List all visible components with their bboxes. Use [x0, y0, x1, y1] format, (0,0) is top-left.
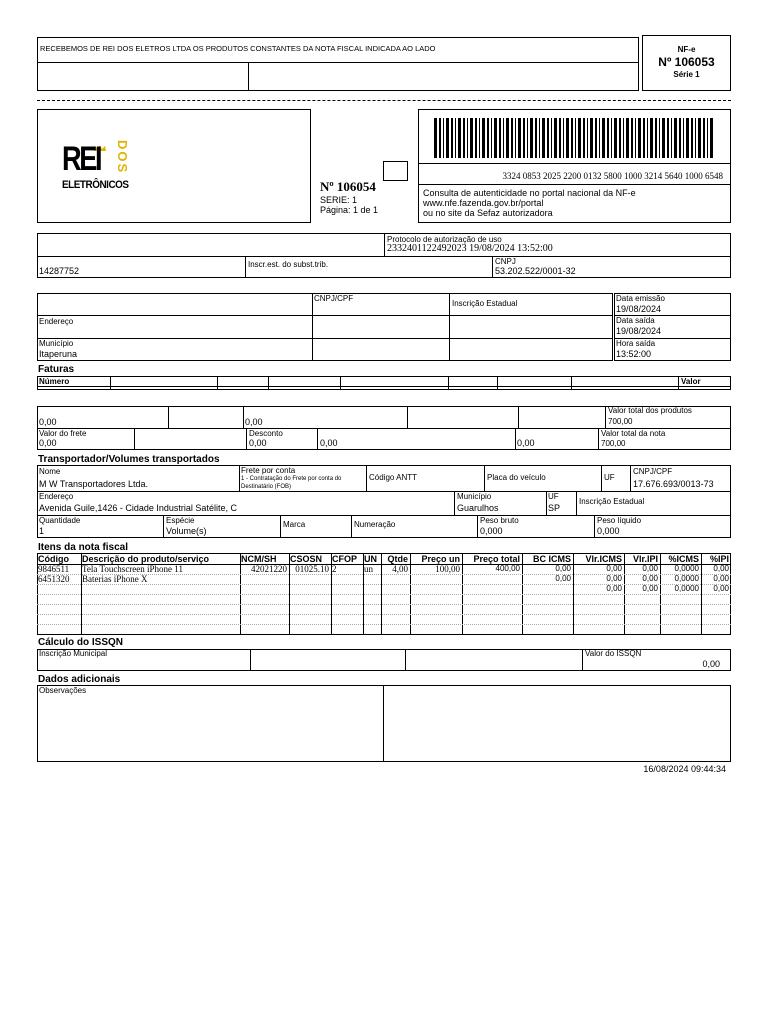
itens-title: Itens da nota fiscal: [38, 542, 129, 553]
barcode-bar: [659, 118, 660, 158]
itens-cell-pct-icms: 0,0000: [674, 564, 699, 573]
itens-cell-pct-icms: 0,0000: [674, 584, 699, 593]
barcode-bar: [479, 118, 480, 158]
emitente-cnpj-label: CNPJ: [495, 257, 516, 266]
barcode-bar: [530, 118, 533, 158]
adicionais-vdiv: [383, 685, 384, 762]
barcode-bar: [611, 118, 612, 158]
barcode-bar: [527, 118, 528, 158]
barcode-bar: [674, 118, 677, 158]
fat-vdiv-1: [110, 376, 111, 390]
transp-r2-vdiv-1: [454, 491, 455, 515]
transp-peso-bruto-label: Peso bruto: [480, 516, 519, 525]
chave-divider: [418, 184, 731, 185]
dest-row-div-2: [37, 338, 613, 339]
barcode-bar: [698, 118, 701, 158]
barcode-bar: [703, 118, 705, 158]
totais-v1: 0,00: [39, 417, 57, 427]
transp-endereco-value: Avenida Guile,1426 - Cidade Industrial Satélite, C: [39, 503, 237, 513]
itens-cell-descricao: Tela Touchscreen iPhone 11: [82, 564, 183, 574]
transp-r2-vdiv-2: [546, 491, 547, 515]
faturas-valor-label: Valor: [681, 377, 701, 386]
logo-sub-text: ELETRÔNICOS: [62, 179, 129, 191]
itens-cell-descricao: Baterias iPhone X: [82, 574, 148, 584]
transp-r3-vdiv-1: [163, 515, 164, 538]
transp-frete-label: Frete por conta: [241, 466, 296, 475]
dest-cnpj-label: CNPJ/CPF: [314, 294, 354, 303]
tot-r1-vdiv-5: [605, 406, 606, 428]
barcode-bar: [494, 118, 497, 158]
transp-antt-label: Código ANTT: [369, 473, 418, 482]
dest-vdiv-1: [312, 293, 313, 361]
transp-uf2-label: UF: [548, 492, 559, 501]
transp-marca-label: Marca: [283, 520, 306, 529]
itens-header-un: UN: [364, 554, 377, 564]
canhoto-vdivider: [248, 62, 249, 91]
itens-header-bc-icms: BC ICMS: [533, 554, 571, 564]
barcode-bar: [679, 118, 681, 158]
itens-header-csosn: CSOSN: [290, 554, 323, 564]
fat-vdiv-6: [497, 376, 498, 390]
transp-placa-label: Placa do veículo: [487, 473, 546, 482]
data-emissao-label: Data emissão: [616, 294, 665, 303]
issqn-vdiv-2: [405, 649, 406, 671]
itens-cell-csosn: 01025.10: [295, 564, 329, 574]
itens-header-ncm: NCM/SH: [241, 554, 277, 564]
canhoto-nfe-serie: Série 1: [673, 70, 700, 79]
canhoto-nfe-label: NF-e: [677, 45, 696, 54]
itens-header-codigo: Código: [38, 554, 69, 564]
observacoes-label: Observações: [39, 686, 87, 695]
fat-vdiv-8: [678, 376, 679, 390]
tot-r1-vdiv-2: [243, 406, 244, 428]
tot-r2-vdiv-5: [598, 428, 599, 450]
adicionais-title: Dados adicionais: [38, 674, 121, 685]
barcode-bar: [631, 118, 633, 158]
barcode-bar: [455, 118, 456, 158]
ie-vdivider-1: [245, 256, 246, 278]
itens-cell-vlr-icms: 0,00: [606, 584, 622, 593]
tot-r1-vdiv-3: [407, 406, 408, 428]
barcode-bar: [491, 118, 492, 158]
transp-r1-vdiv-1: [239, 465, 240, 491]
itens-cell-vlr-ipi: 0,00: [642, 584, 658, 593]
itens-header-descricao: Descrição do produto/serviço: [82, 554, 210, 564]
consulta-line-2: www.nfe.fazenda.gov.br/portal: [423, 198, 544, 208]
fat-vdiv-3: [268, 376, 269, 390]
transp-endereco-label: Endereço: [39, 492, 74, 501]
data-emissao-value: 19/08/2024: [616, 304, 662, 314]
tot-r2-vdiv-1: [134, 428, 135, 450]
barcode-bar: [643, 118, 645, 158]
barcode-bar: [559, 118, 561, 158]
itens-cell-cfop: 2: [332, 564, 337, 574]
transp-cnpj-value: 17.676.693/0013-73: [633, 479, 714, 489]
barcode-bar: [707, 118, 708, 158]
logo-dos-text: DOS: [115, 140, 130, 175]
issqn-im-label: Inscrição Municipal: [39, 649, 108, 658]
itens-header-cfop: CFOP: [332, 554, 358, 564]
itens-header-vlr-icms: Vlr.ICMS: [585, 554, 622, 564]
itens-row-separator: [37, 594, 731, 595]
transp-r3-vdiv-4: [477, 515, 478, 538]
itens-cell-preco-total: 400,00: [495, 564, 520, 573]
issqn-valor-value: 0,00: [702, 659, 720, 669]
transp-especie-label: Espécie: [166, 516, 195, 525]
barcode-bar: [566, 118, 569, 158]
itens-cell-bc-icms: 0,00: [555, 564, 571, 573]
transp-div-1: [37, 491, 731, 492]
hora-saida-value: 13:52:00: [616, 349, 652, 359]
dest-municipio-label: Município: [39, 339, 74, 348]
total-nota-value: 700,00: [601, 439, 626, 448]
issqn-title: Cálculo do ISSQN: [38, 637, 124, 648]
barcode-bar: [571, 118, 573, 158]
adicionais-box: [37, 685, 731, 762]
transp-peso-bruto-value: 0,000: [480, 526, 503, 536]
tot-r1-vdiv-1: [168, 406, 169, 428]
itens-header-qtde: Qtde: [387, 554, 408, 564]
fat-vdiv-2: [217, 376, 218, 390]
issqn-vdiv-1: [250, 649, 251, 671]
barcode-bar: [446, 118, 449, 158]
canhoto-divider: [37, 62, 639, 63]
itens-cell-pct-icms: 0,0000: [674, 574, 699, 583]
fat-vdiv-5: [448, 376, 449, 390]
transp-uf-label: UF: [604, 473, 615, 482]
barcode-bar: [691, 118, 693, 158]
barcode-bar: [626, 118, 629, 158]
transp-cnpj-label: CNPJ/CPF: [633, 467, 673, 476]
transp-r2-vdiv-3: [576, 491, 577, 515]
barcode-bar: [523, 118, 525, 158]
itens-row-separator: [37, 624, 731, 625]
dest-endereco-label: Endereço: [39, 317, 74, 326]
fat-vdiv-4: [340, 376, 341, 390]
chave-acesso: 3324 0853 2025 2200 0132 5800 1000 3214 5640 1000 6548: [502, 171, 723, 181]
barcode-bar: [554, 118, 557, 158]
barcode-bar: [683, 118, 684, 158]
consulta-line-1: Consulta de autenticidade no portal nacional da NF-e: [423, 188, 636, 198]
desconto-value: 0,00: [249, 438, 267, 448]
barcode-bar: [439, 118, 441, 158]
barcode-bar: [467, 118, 468, 158]
dest-ie-label: Inscrição Estadual: [452, 299, 518, 308]
data-saida-value: 19/08/2024: [616, 326, 662, 336]
barcode-bar: [607, 118, 609, 158]
barcode-bar: [475, 118, 477, 158]
canhoto-nfe-number: Nº 106053: [658, 55, 715, 69]
itens-cell-codigo: 6451320: [38, 574, 70, 584]
totais-v4: 0,00: [517, 438, 535, 448]
barcode-bar: [655, 118, 657, 158]
transp-ie-label: Inscrição Estadual: [579, 497, 645, 506]
total-produtos-label: Valor total dos produtos: [608, 406, 692, 415]
faturas-title: Faturas: [38, 364, 75, 375]
faturas-numero-label: Número: [39, 377, 70, 386]
transp-municipio-value: Guarulhos: [457, 503, 499, 513]
faturas-table: [37, 376, 731, 390]
barcode-bar: [614, 118, 617, 158]
faturas-divider: [37, 386, 731, 387]
desconto-label: Desconto: [249, 429, 283, 438]
barcode-bar: [503, 118, 504, 158]
transp-qtd-value: 1: [39, 526, 45, 536]
itens-row-separator: [37, 604, 731, 605]
transportador-title: Transportador/Volumes transportados: [38, 454, 220, 465]
transp-numeracao-label: Numeração: [354, 520, 396, 529]
ie-vdivider-2: [492, 256, 493, 278]
barcode-bar: [587, 118, 588, 158]
barcode-icon: [434, 118, 714, 158]
dest-row-div-1: [37, 315, 613, 316]
barcode-bar: [647, 118, 648, 158]
total-produtos-value: 700,00: [608, 417, 633, 426]
transp-r1-vdiv-4: [601, 465, 602, 491]
barcode-bar: [578, 118, 581, 158]
itens-cell-qtde: 4,00: [392, 564, 408, 574]
barcode-bar: [638, 118, 641, 158]
barcode-bar: [602, 118, 605, 158]
transp-r3-vdiv-2: [280, 515, 281, 538]
frete-value: 0,00: [39, 438, 57, 448]
itens-cell-codigo: 9846511: [38, 564, 70, 574]
barcode-bar: [515, 118, 516, 158]
transp-r1-vdiv-2: [366, 465, 367, 491]
barcode-bar: [583, 118, 585, 158]
itens-header-preco-total: Preço total: [473, 554, 520, 564]
barcode-bar: [551, 118, 552, 158]
transp-r3-vdiv-3: [351, 515, 352, 538]
barcode-bar: [434, 118, 437, 158]
natureza-divider: [37, 256, 731, 257]
barcode-bar: [443, 118, 444, 158]
barcode-bar: [623, 118, 624, 158]
itens-cell-un: un: [364, 564, 373, 574]
protocolo-value: 2332401122492023 19/08/2024 13:52:00: [387, 243, 553, 254]
transp-uf2-value: SP: [548, 503, 561, 513]
barcode-bar: [619, 118, 621, 158]
barcode-bar: [511, 118, 513, 158]
subst-label: Inscr.est. do subst.trib.: [248, 260, 329, 269]
barcode-bar: [575, 118, 576, 158]
barcode-bar: [563, 118, 564, 158]
barcode-bar: [463, 118, 465, 158]
barcode-bar: [590, 118, 593, 158]
barcode-bar: [542, 118, 545, 158]
transp-municipio-label: Município: [457, 492, 492, 501]
danfe-serie: SERIE: 1: [320, 195, 358, 205]
barcode-bar: [547, 118, 549, 158]
itens-cell-vlr-icms: 0,00: [606, 564, 622, 573]
danfe-pagina: Página: 1 de 1: [320, 205, 379, 215]
tot-r1-vdiv-4: [518, 406, 519, 428]
barcode-bar: [539, 118, 540, 158]
itens-cell-bc-icms: 0,00: [555, 574, 571, 583]
protocolo-label: Protocolo de autorização de uso: [387, 235, 502, 244]
itens-header-pct-ipi: %IPI: [709, 554, 729, 564]
consulta-line-3: ou no site da Sefaz autorizadora: [423, 208, 553, 218]
tot-r2-vdiv-4: [515, 428, 516, 450]
totais-v2: 0,00: [245, 417, 263, 427]
barcode-bar: [518, 118, 521, 158]
itens-cell-preco-un: 100,00: [435, 564, 460, 574]
transp-qtd-label: Quantidade: [39, 516, 81, 525]
fat-vdiv-7: [571, 376, 572, 390]
barcode-bar: [662, 118, 665, 158]
barcode-bar: [667, 118, 669, 158]
barcode-bar: [470, 118, 473, 158]
data-saida-label: Data saída: [616, 316, 655, 325]
transp-peso-liquido-label: Peso líquido: [597, 516, 642, 525]
transp-nome-value: M W Transportadores Ltda.: [39, 479, 149, 489]
itens-header-preco-un: Preço un: [421, 554, 460, 564]
transp-especie-value: Volume(s): [166, 526, 207, 536]
barcode-bar: [686, 118, 689, 158]
totais-v3: 0,00: [320, 438, 338, 448]
barcode-bar: [482, 118, 485, 158]
frete-label: Valor do frete: [39, 429, 87, 438]
transp-r3-vdiv-5: [594, 515, 595, 538]
transp-frete-value-1: 1 - Contratação do Frete por conta do: [241, 476, 342, 482]
company-logo: [60, 138, 150, 198]
logo-main-text: REI: [62, 140, 101, 178]
emitente-cnpj-value: 53.202.522/0001-32: [495, 266, 576, 276]
protocolo-vdivider: [384, 233, 385, 256]
issqn-vdiv-3: [582, 649, 583, 671]
itens-header-pct-icms: %ICMS: [668, 554, 699, 564]
transp-frete-value-2: Destinatário (FOB): [241, 484, 292, 490]
canhoto-cut-line: [37, 100, 731, 101]
canhoto-text: RECEBEMOS DE REI DOS ELETROS LTDA OS PRODUTOS CONSTANTES DA NOTA FISCAL INDICADA AO LADO: [40, 44, 436, 53]
transp-peso-liquido-value: 0,000: [597, 526, 620, 536]
itens-cell-pct-ipi: 0,00: [713, 564, 729, 573]
ie-value: 14287752: [39, 266, 80, 276]
barcode-bar: [599, 118, 600, 158]
itens-cell-vlr-ipi: 0,00: [642, 574, 658, 583]
itens-cell-pct-ipi: 0,00: [713, 574, 729, 583]
barcode-bar: [499, 118, 501, 158]
transp-r1-vdiv-3: [484, 465, 485, 491]
barcode-bar: [458, 118, 461, 158]
barcode-bar: [650, 118, 653, 158]
issqn-valor-label: Valor do ISSQN: [585, 649, 642, 658]
barcode-divider: [418, 163, 731, 164]
barcode-bar: [595, 118, 597, 158]
itens-cell-vlr-ipi: 0,00: [642, 564, 658, 573]
transp-nome-label: Nome: [39, 467, 61, 476]
barcode-bar: [635, 118, 636, 158]
danfe-entry-exit-box: [383, 161, 408, 181]
dest-vdiv-2: [449, 293, 450, 361]
barcode-bar: [487, 118, 489, 158]
itens-row-separator: [37, 614, 731, 615]
itens-header-vlr-ipi: Vlr.IPI: [632, 554, 658, 564]
barcode-bar: [695, 118, 696, 158]
hora-saida-label: Hora saída: [616, 339, 656, 348]
itens-cell-pct-ipi: 0,00: [713, 584, 729, 593]
itens-cell-vlr-icms: 0,00: [606, 574, 622, 583]
barcode-bar: [710, 118, 713, 158]
barcode-bar: [506, 118, 509, 158]
footer-timestamp: 16/08/2024 09:44:34: [643, 764, 726, 774]
total-nota-label: Valor total da nota: [601, 429, 666, 438]
tot-r2-vdiv-2: [246, 428, 247, 450]
transp-r1-vdiv-5: [630, 465, 631, 491]
dest-municipio-value: Itaperuna: [39, 349, 78, 359]
barcode-bar: [535, 118, 537, 158]
barcode-bar: [451, 118, 453, 158]
tot-r2-vdiv-3: [317, 428, 318, 450]
barcode-bar: [671, 118, 672, 158]
destinatario-box: [37, 293, 613, 361]
itens-cell-ncm: 42021220: [251, 564, 287, 574]
danfe-number: Nº 106054: [320, 179, 376, 194]
